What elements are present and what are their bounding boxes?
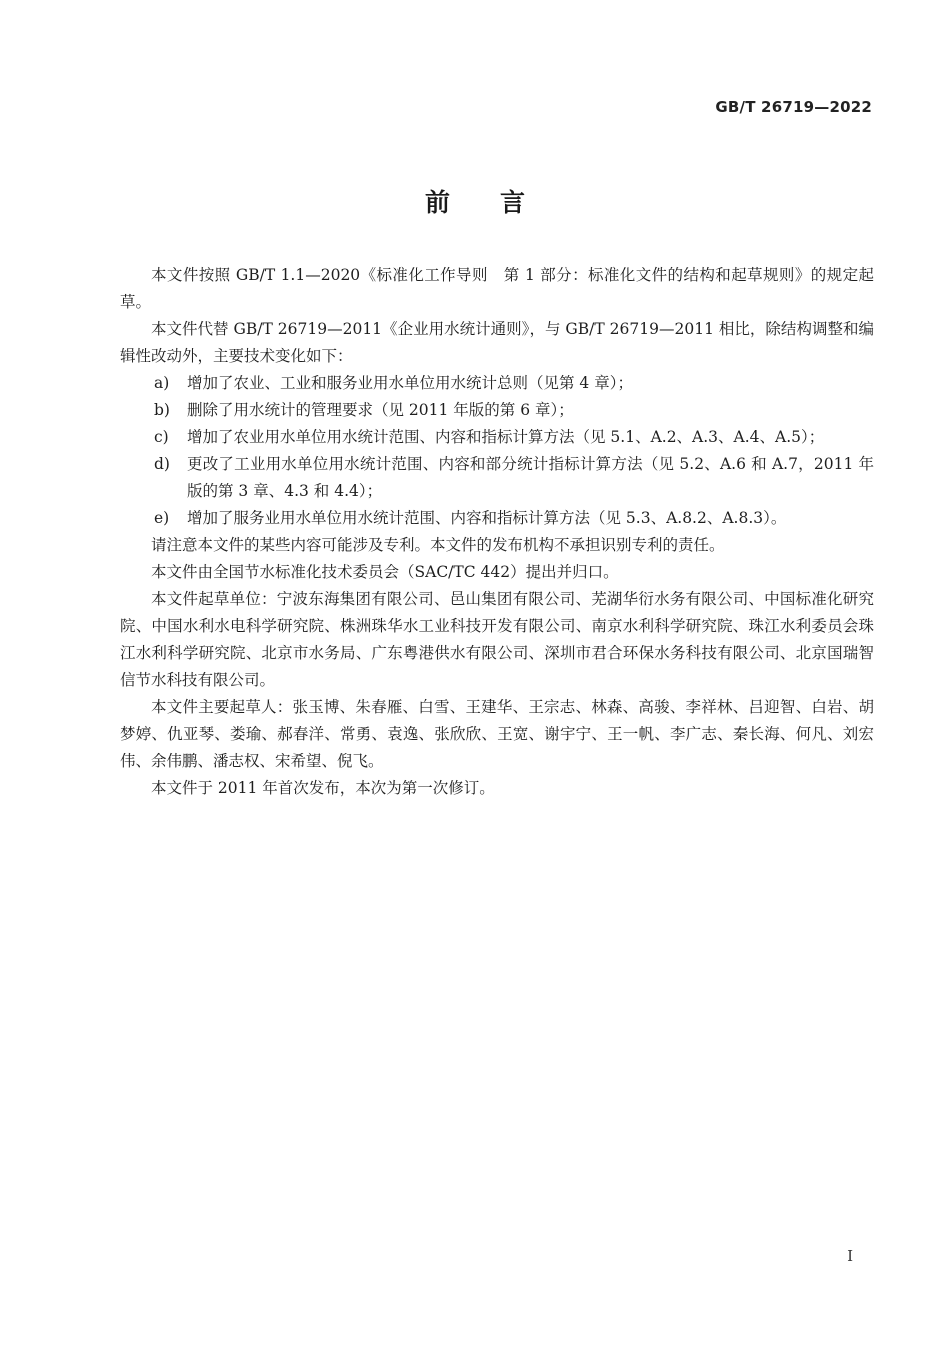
page-number: I bbox=[847, 1247, 853, 1265]
standard-code: GB/T 26719—2022 bbox=[715, 98, 872, 116]
paragraph-drafting-units: 本文件起草单位：宁波东海集团有限公司、邑山集团有限公司、芜湖华衍水务有限公司、中国标准化研究院、中国水利水电科学研究院、株洲珠华水工业科技开发有限公司、南京水利科学研究院、珠江水利委员会珠江水利科学研究院、北京市水务局、广东粤港供水有限公司、深圳市君合环保水务科技有限公司、北京国瑞智信节水科技有限公司。 bbox=[120, 590, 874, 689]
list-item bbox=[120, 397, 874, 424]
list-item bbox=[120, 370, 874, 397]
paragraph-history: 本文件于 2011 年首次发布，本次为第一次修订。 bbox=[151, 779, 495, 797]
paragraph-patent-notice: 请注意本文件的某些内容可能涉及专利。本文件的发布机构不承担识别专利的责任。 bbox=[151, 536, 725, 554]
paragraph-proposer: 本文件由全国节水标准化技术委员会（SAC/TC 442）提出并归口。 bbox=[151, 563, 619, 581]
page-title: 前言 bbox=[424, 188, 575, 217]
paragraph-drafters: 本文件主要起草人：张玉博、朱春雁、白雪、王建华、王宗志、林森、高骏、李祥林、吕迎智、白岩、胡梦婷、仇亚琴、娄瑜、郝春洋、常勇、袁逸、张欣欣、王宽、谢宇宁、王一帆、李广志、秦长海、何凡、刘宏伟、余伟鹏、潘志权、宋希望、倪飞。 bbox=[120, 698, 874, 770]
list-item-text: 增加了服务业用水单位用水统计范围、内容和指标计算方法（见 5.3、A.8.2、A.8.3）。 bbox=[187, 509, 787, 527]
foreword-body bbox=[120, 262, 874, 802]
list-marker: b) bbox=[154, 401, 170, 419]
list-item-text: 删除了用水统计的管理要求（见 2011 年版的第 6 章）； bbox=[187, 401, 574, 419]
paragraph-drafting-basis: 本文件按照 GB/T 1.1—2020《标准化工作导则 第 1 部分：标准化文件的结构和起草规则》的规定起草。 bbox=[120, 266, 874, 311]
paragraph-replacement: 本文件代替 GB/T 26719—2011《企业用水统计通则》，与 GB/T 26719—2011 相比，除结构调整和编辑性改动外，主要技术变化如下： bbox=[120, 320, 874, 365]
list-item bbox=[120, 424, 874, 451]
list-marker: d) bbox=[154, 455, 170, 473]
list-item bbox=[120, 505, 874, 532]
list-marker: a) bbox=[154, 374, 170, 392]
list-item-text: 增加了农业用水单位用水统计范围、内容和指标计算方法（见 5.1、A.2、A.3、A.4、A.5）； bbox=[187, 428, 825, 446]
list-marker: c) bbox=[154, 428, 169, 446]
list-item-text: 更改了工业用水单位用水统计范围、内容和部分统计指标计算方法（见 5.2、A.6 和 A.7，2011 年版的第 3 章、4.3 和 4.4）； bbox=[187, 455, 874, 500]
list-item-text: 增加了农业、工业和服务业用水单位用水统计总则（见第 4 章）； bbox=[187, 374, 633, 392]
list-marker: e) bbox=[154, 509, 170, 527]
changes-list bbox=[120, 370, 874, 532]
list-item bbox=[120, 451, 874, 505]
